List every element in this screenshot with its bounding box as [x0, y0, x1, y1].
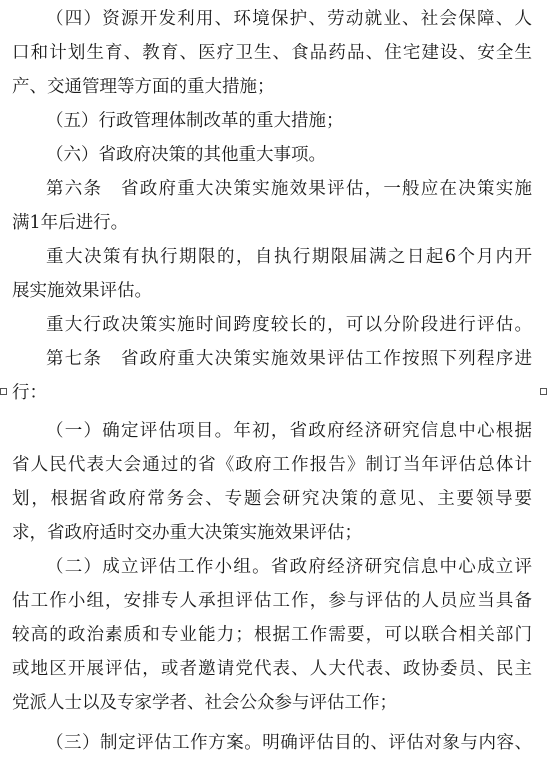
text-line: （二）成立评估工作小组。省政府经济研究信息中心成立评 [46, 557, 532, 577]
text-line: （四）资源开发利用、环境保护、劳动就业、社会保障、人 [46, 9, 532, 29]
text-line: 重大行政决策实施时间跨度较长的，可以分阶段进行评估。 [46, 315, 532, 335]
text-line: （三）制定评估工作方案。明确评估目的、评估对象与内容、 [46, 733, 532, 753]
text-line: 划，根据省政府常务会、专题会研究决策的意见、主要领导要 [12, 489, 532, 509]
selection-handle-left[interactable] [0, 388, 7, 395]
text-line: 估工作小组，安排专人承担评估工作，参与评估的人员应当具备 [12, 591, 532, 611]
text-line: （五）行政管理体制改革的重大措施； [46, 111, 344, 131]
text-line: 展实施效果评估。 [12, 281, 152, 301]
text-line: （六）省政府决策的其他重大事项。 [46, 145, 326, 165]
text-line: 省人民代表大会通过的省《政府工作报告》制订当年评估总体计 [12, 455, 532, 475]
text-line: 党派人士以及专家学者、社会公众参与评估工作； [12, 693, 397, 713]
text-line: 满1年后进行。 [12, 213, 129, 233]
text-line: 较高的政治素质和专业能力；根据工作需要，可以联合相关部门 [12, 625, 532, 645]
selection-handle-right[interactable] [540, 388, 547, 395]
text-line: （一）确定评估项目。年初，省政府经济研究信息中心根据 [46, 421, 532, 441]
text-line: 第七条 省政府重大决策实施效果评估工作按照下列程序进 [46, 349, 532, 369]
text-line: 求，省政府适时交办重大决策实施效果评估； [12, 523, 362, 543]
text-line: 或地区开展评估，或者邀请党代表、人大代表、政协委员、民主 [12, 659, 532, 679]
text-line: 第六条 省政府重大决策实施效果评估，一般应在决策实施 [46, 179, 532, 199]
text-line: 行： [12, 383, 47, 403]
text-line: 重大决策有执行期限的，自执行期限届满之日起6个月内开 [46, 247, 532, 267]
text-line: 口和计划生育、教育、医疗卫生、食品药品、住宅建设、安全生 [12, 43, 532, 63]
text-line: 产、交通管理等方面的重大措施； [12, 77, 275, 97]
